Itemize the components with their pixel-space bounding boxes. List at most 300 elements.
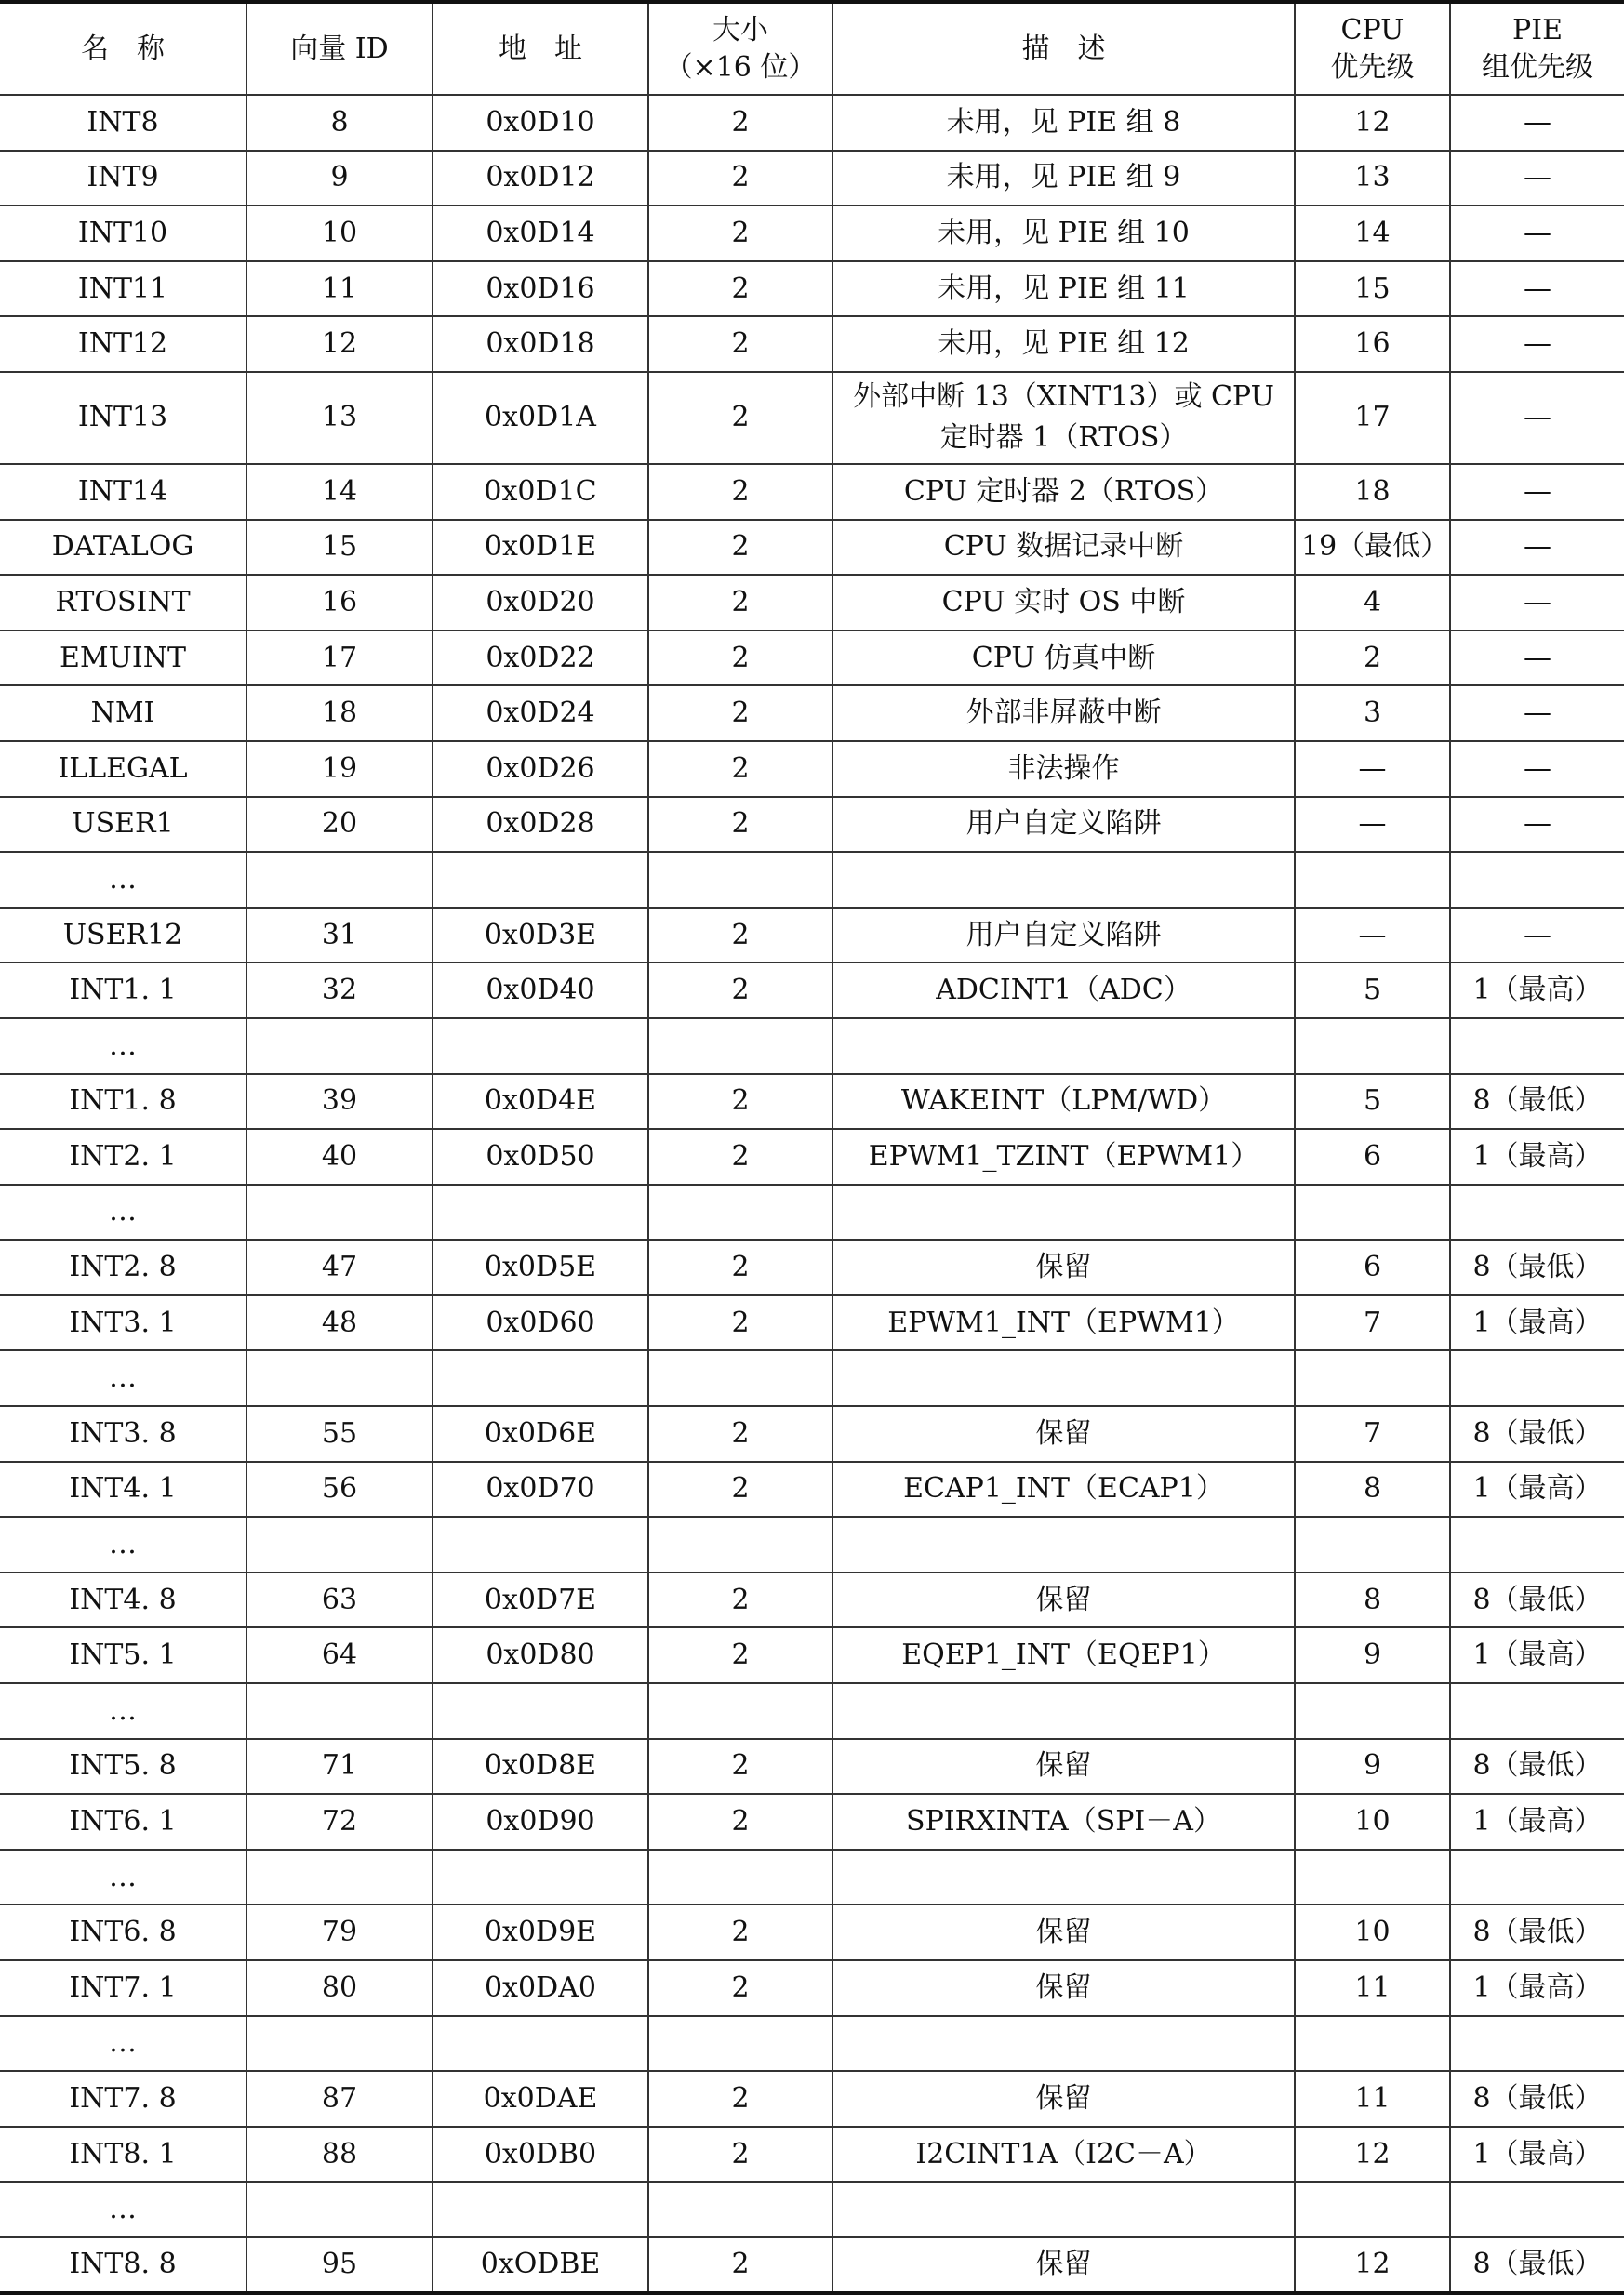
header-size-line2: （×16 位） xyxy=(664,50,817,84)
cell-cpu-priority: 8 xyxy=(1295,1573,1450,1628)
cell-cpu-priority: 2 xyxy=(1295,630,1450,686)
table-row xyxy=(0,630,1624,686)
cell-address: 0x0D22 xyxy=(433,630,648,686)
cell-description: EPWM1_INT（EPWM1） xyxy=(832,1295,1295,1351)
cell-name: DATALOG xyxy=(0,520,246,576)
cell-name: … xyxy=(0,1350,246,1406)
cell-description xyxy=(832,1018,1295,1074)
cell-pie-priority: 8（最低） xyxy=(1450,1406,1624,1462)
cell-name: INT6. 8 xyxy=(0,1904,246,1960)
cell-pie-priority: — xyxy=(1450,797,1624,853)
cell-description: 用户自定义陷阱 xyxy=(832,797,1295,853)
cell-vector-id: 8 xyxy=(246,95,433,151)
cell-address xyxy=(433,1517,648,1573)
cell-vector-id: 9 xyxy=(246,151,433,206)
cell-vector-id: 87 xyxy=(246,2071,433,2127)
cell-name: INT3. 8 xyxy=(0,1406,246,1462)
cell-address: 0x0DAE xyxy=(433,2071,648,2127)
cell-description: 保留 xyxy=(832,1240,1295,1295)
cell-pie-priority: 8（最低） xyxy=(1450,1573,1624,1628)
header-address-label: 地 址 xyxy=(499,32,582,65)
table-row xyxy=(0,1850,1624,1905)
cell-address xyxy=(433,2016,648,2072)
cell-name: INT7. 8 xyxy=(0,2071,246,2127)
table-row xyxy=(0,1129,1624,1185)
cell-cpu-priority: 14 xyxy=(1295,206,1450,261)
cell-pie-priority xyxy=(1450,852,1624,908)
table-row xyxy=(0,372,1624,464)
cell-vector-id: 32 xyxy=(246,962,433,1018)
cell-vector-id: 63 xyxy=(246,1573,433,1628)
table-row xyxy=(0,95,1624,151)
cell-size: 2 xyxy=(648,464,832,520)
cell-cpu-priority: 15 xyxy=(1295,261,1450,317)
cell-size: 2 xyxy=(648,2127,832,2183)
cell-pie-priority: 1（最高） xyxy=(1450,1129,1624,1185)
cell-vector-id: 39 xyxy=(246,1074,433,1130)
cell-vector-id: 15 xyxy=(246,520,433,576)
cell-vector-id: 12 xyxy=(246,316,433,372)
cell-vector-id: 17 xyxy=(246,630,433,686)
cell-cpu-priority: 10 xyxy=(1295,1904,1450,1960)
cell-vector-id: 88 xyxy=(246,2127,433,2183)
table-row xyxy=(0,1627,1624,1683)
cell-size: 2 xyxy=(648,2237,832,2293)
cell-name: … xyxy=(0,2016,246,2072)
cell-description: CPU 仿真中断 xyxy=(832,630,1295,686)
cell-pie-priority: — xyxy=(1450,95,1624,151)
cell-description xyxy=(832,2016,1295,2072)
cell-pie-priority: 8（最低） xyxy=(1450,2237,1624,2293)
header-cpu-priority xyxy=(1295,2,1450,95)
cell-vector-id: 47 xyxy=(246,1240,433,1295)
table-row xyxy=(0,464,1624,520)
header-address xyxy=(433,2,648,95)
cell-name: … xyxy=(0,1683,246,1739)
cell-size: 2 xyxy=(648,151,832,206)
cell-cpu-priority: 7 xyxy=(1295,1295,1450,1351)
cell-name: EMUINT xyxy=(0,630,246,686)
cell-cpu-priority xyxy=(1295,2182,1450,2237)
cell-cpu-priority: 4 xyxy=(1295,575,1450,630)
cell-name: INT5. 8 xyxy=(0,1739,246,1795)
cell-vector-id: 16 xyxy=(246,575,433,630)
table-row xyxy=(0,1739,1624,1795)
cell-name: INT12 xyxy=(0,316,246,372)
cell-name: INT5. 1 xyxy=(0,1627,246,1683)
cell-name: INT8. 1 xyxy=(0,2127,246,2183)
cell-description: ECAP1_INT（ECAP1） xyxy=(832,1462,1295,1518)
cell-size xyxy=(648,2016,832,2072)
cell-size: 2 xyxy=(648,1960,832,2016)
cell-vector-id xyxy=(246,2016,433,2072)
cell-description: EPWM1_TZINT（EPWM1） xyxy=(832,1129,1295,1185)
cell-address: 0x0D26 xyxy=(433,741,648,797)
cell-name: INT4. 8 xyxy=(0,1573,246,1628)
cell-address xyxy=(433,1683,648,1739)
table-row xyxy=(0,1573,1624,1628)
table-row xyxy=(0,1517,1624,1573)
header-pie-line2: 组优先级 xyxy=(1482,50,1593,84)
cell-description: CPU 实时 OS 中断 xyxy=(832,575,1295,630)
cell-pie-priority: 8（最低） xyxy=(1450,1074,1624,1130)
cell-address: 0x0D70 xyxy=(433,1462,648,1518)
cell-description: 未用，见 PIE 组 11 xyxy=(832,261,1295,317)
cell-name: INT3. 1 xyxy=(0,1295,246,1351)
cell-address xyxy=(433,1850,648,1905)
table-row xyxy=(0,797,1624,853)
table-row xyxy=(0,2016,1624,2072)
cell-pie-priority: 8（最低） xyxy=(1450,2071,1624,2127)
cell-vector-id: 64 xyxy=(246,1627,433,1683)
cell-name: USER1 xyxy=(0,797,246,853)
table-row xyxy=(0,908,1624,963)
table-row xyxy=(0,316,1624,372)
table-row xyxy=(0,1683,1624,1739)
cell-description: EQEP1_INT（EQEP1） xyxy=(832,1627,1295,1683)
cell-vector-id: 40 xyxy=(246,1129,433,1185)
cell-size: 2 xyxy=(648,1739,832,1795)
cell-name: INT8 xyxy=(0,95,246,151)
cell-size: 2 xyxy=(648,797,832,853)
cell-size: 2 xyxy=(648,1627,832,1683)
cell-pie-priority xyxy=(1450,1683,1624,1739)
cell-address xyxy=(433,1018,648,1074)
cell-size xyxy=(648,2182,832,2237)
cell-address: 0x0D5E xyxy=(433,1240,648,1295)
cell-address: 0x0D24 xyxy=(433,685,648,741)
table-row xyxy=(0,1406,1624,1462)
header-description xyxy=(832,2,1295,95)
cell-description xyxy=(832,1185,1295,1241)
cell-address: 0x0D3E xyxy=(433,908,648,963)
cell-pie-priority: — xyxy=(1450,575,1624,630)
cell-cpu-priority: 8 xyxy=(1295,1462,1450,1518)
cell-cpu-priority: 12 xyxy=(1295,2237,1450,2293)
cell-address: 0x0D1A xyxy=(433,372,648,464)
cell-vector-id: 19 xyxy=(246,741,433,797)
cell-size: 2 xyxy=(648,520,832,576)
cell-size: 2 xyxy=(648,1573,832,1628)
cell-description xyxy=(832,1683,1295,1739)
cell-description: WAKEINT（LPM/WD） xyxy=(832,1074,1295,1130)
cell-name: … xyxy=(0,852,246,908)
table-row xyxy=(0,261,1624,317)
table-row xyxy=(0,2182,1624,2237)
cell-name: INT2. 8 xyxy=(0,1240,246,1295)
cell-pie-priority: 1（最高） xyxy=(1450,1794,1624,1850)
cell-address: 0x0DA0 xyxy=(433,1960,648,2016)
cell-description: CPU 定时器 2（RTOS） xyxy=(832,464,1295,520)
cell-size: 2 xyxy=(648,962,832,1018)
cell-pie-priority: 8（最低） xyxy=(1450,1904,1624,1960)
cell-description xyxy=(832,1350,1295,1406)
cell-address: 0x0D20 xyxy=(433,575,648,630)
cell-pie-priority: 1（最高） xyxy=(1450,962,1624,1018)
cell-pie-priority: — xyxy=(1450,908,1624,963)
cell-size: 2 xyxy=(648,1295,832,1351)
cell-cpu-priority: 6 xyxy=(1295,1129,1450,1185)
cell-name: USER12 xyxy=(0,908,246,963)
cell-pie-priority: — xyxy=(1450,206,1624,261)
cell-cpu-priority xyxy=(1295,2016,1450,2072)
cell-address: 0x0D12 xyxy=(433,151,648,206)
cell-address: 0x0D14 xyxy=(433,206,648,261)
cell-address: 0x0D60 xyxy=(433,1295,648,1351)
cell-name: … xyxy=(0,1517,246,1573)
cell-size: 2 xyxy=(648,685,832,741)
table-row xyxy=(0,2071,1624,2127)
cell-name: … xyxy=(0,1850,246,1905)
table-row xyxy=(0,1074,1624,1130)
cell-name: ILLEGAL xyxy=(0,741,246,797)
cell-pie-priority: — xyxy=(1450,630,1624,686)
cell-address: 0x0D16 xyxy=(433,261,648,317)
cell-name: INT1. 8 xyxy=(0,1074,246,1130)
cell-cpu-priority xyxy=(1295,1850,1450,1905)
cell-address: 0x0D50 xyxy=(433,1129,648,1185)
cell-size: 2 xyxy=(648,1240,832,1295)
cell-cpu-priority: 7 xyxy=(1295,1406,1450,1462)
cell-cpu-priority: 19（最低） xyxy=(1295,520,1450,576)
cell-name: … xyxy=(0,2182,246,2237)
table-row xyxy=(0,1350,1624,1406)
cell-pie-priority: — xyxy=(1450,151,1624,206)
cell-address xyxy=(433,2182,648,2237)
cell-size: 2 xyxy=(648,741,832,797)
cell-name: INT2. 1 xyxy=(0,1129,246,1185)
cell-pie-priority: 1（最高） xyxy=(1450,1295,1624,1351)
cell-description: 未用，见 PIE 组 8 xyxy=(832,95,1295,151)
cell-pie-priority xyxy=(1450,1517,1624,1573)
cell-cpu-priority xyxy=(1295,1018,1450,1074)
cell-description: 未用，见 PIE 组 9 xyxy=(832,151,1295,206)
cell-description: 未用，见 PIE 组 10 xyxy=(832,206,1295,261)
header-name xyxy=(0,2,246,95)
cell-vector-id: 11 xyxy=(246,261,433,317)
cell-name: INT8. 8 xyxy=(0,2237,246,2293)
cell-vector-id: 79 xyxy=(246,1904,433,1960)
cell-vector-id xyxy=(246,852,433,908)
cell-description: 非法操作 xyxy=(832,741,1295,797)
table-row xyxy=(0,1904,1624,1960)
cell-vector-id xyxy=(246,2182,433,2237)
cell-address: 0x0D7E xyxy=(433,1573,648,1628)
cell-pie-priority xyxy=(1450,1850,1624,1905)
cell-pie-priority: 1（最高） xyxy=(1450,1627,1624,1683)
cell-description: I2CINT1A（I2C－A） xyxy=(832,2127,1295,2183)
cell-vector-id: 55 xyxy=(246,1406,433,1462)
cell-description xyxy=(832,852,1295,908)
cell-pie-priority: — xyxy=(1450,316,1624,372)
cell-description: 外部非屏蔽中断 xyxy=(832,685,1295,741)
table-body xyxy=(0,95,1624,2293)
table-row xyxy=(0,685,1624,741)
table-row xyxy=(0,1794,1624,1850)
cell-address: 0x0D1C xyxy=(433,464,648,520)
cell-size: 2 xyxy=(648,1462,832,1518)
cell-address: 0x0D1E xyxy=(433,520,648,576)
cell-description: 未用，见 PIE 组 12 xyxy=(832,316,1295,372)
cell-pie-priority: — xyxy=(1450,685,1624,741)
cell-vector-id: 95 xyxy=(246,2237,433,2293)
cell-description: ADCINT1（ADC） xyxy=(832,962,1295,1018)
cell-cpu-priority xyxy=(1295,852,1450,908)
cell-cpu-priority: 12 xyxy=(1295,2127,1450,2183)
cell-pie-priority: — xyxy=(1450,464,1624,520)
cell-description: 保留 xyxy=(832,1573,1295,1628)
cell-vector-id xyxy=(246,1350,433,1406)
table-row xyxy=(0,575,1624,630)
cell-description: SPIRXINTA（SPI－A） xyxy=(832,1794,1295,1850)
cell-description: CPU 数据记录中断 xyxy=(832,520,1295,576)
cell-pie-priority xyxy=(1450,1018,1624,1074)
cell-description: 保留 xyxy=(832,1904,1295,1960)
header-row xyxy=(0,2,1624,95)
cell-cpu-priority: — xyxy=(1295,741,1450,797)
cell-vector-id xyxy=(246,1018,433,1074)
cell-description: 保留 xyxy=(832,1406,1295,1462)
cell-size xyxy=(648,1350,832,1406)
table-row xyxy=(0,852,1624,908)
table-header xyxy=(0,2,1624,95)
cell-size: 2 xyxy=(648,372,832,464)
cell-vector-id xyxy=(246,1185,433,1241)
cell-size xyxy=(648,852,832,908)
cell-pie-priority: — xyxy=(1450,741,1624,797)
cell-name: … xyxy=(0,1185,246,1241)
header-pie-line1: PIE xyxy=(1512,13,1563,46)
cell-name: INT6. 1 xyxy=(0,1794,246,1850)
cell-size: 2 xyxy=(648,1129,832,1185)
cell-pie-priority: 8（最低） xyxy=(1450,1240,1624,1295)
table-row xyxy=(0,520,1624,576)
cell-size: 2 xyxy=(648,1904,832,1960)
cell-size xyxy=(648,1517,832,1573)
cell-size: 2 xyxy=(648,206,832,261)
cell-vector-id xyxy=(246,1683,433,1739)
table-row xyxy=(0,2127,1624,2183)
cell-description: 保留 xyxy=(832,2071,1295,2127)
cell-address: 0x0D18 xyxy=(433,316,648,372)
cell-cpu-priority: — xyxy=(1295,908,1450,963)
cell-name: INT7. 1 xyxy=(0,1960,246,2016)
cell-pie-priority: 1（最高） xyxy=(1450,1462,1624,1518)
cell-name: INT13 xyxy=(0,372,246,464)
table-row xyxy=(0,1018,1624,1074)
cell-size: 2 xyxy=(648,575,832,630)
cell-cpu-priority: 9 xyxy=(1295,1627,1450,1683)
cell-pie-priority xyxy=(1450,1185,1624,1241)
cell-name: … xyxy=(0,1018,246,1074)
table-row xyxy=(0,151,1624,206)
cell-size: 2 xyxy=(648,2071,832,2127)
cell-description xyxy=(832,2182,1295,2237)
cell-vector-id: 56 xyxy=(246,1462,433,1518)
cell-name: INT1. 1 xyxy=(0,962,246,1018)
cell-address: 0x0D8E xyxy=(433,1739,648,1795)
cell-size: 2 xyxy=(648,95,832,151)
header-cpu-line1: CPU xyxy=(1340,13,1404,46)
header-size-line1: 大小 xyxy=(712,13,768,46)
cell-pie-priority: — xyxy=(1450,261,1624,317)
cell-vector-id: 13 xyxy=(246,372,433,464)
cell-address: 0x0D10 xyxy=(433,95,648,151)
cell-cpu-priority: 13 xyxy=(1295,151,1450,206)
cell-description: 外部中断 13（XINT13）或 CPU 定时器 1（RTOS） xyxy=(832,372,1295,464)
cell-pie-priority: — xyxy=(1450,372,1624,464)
cell-size xyxy=(648,1185,832,1241)
cell-vector-id: 71 xyxy=(246,1739,433,1795)
header-cpu-line2: 优先级 xyxy=(1330,50,1415,84)
cell-address: 0x0DB0 xyxy=(433,2127,648,2183)
cell-cpu-priority: 9 xyxy=(1295,1739,1450,1795)
cell-size: 2 xyxy=(648,261,832,317)
cell-description: 用户自定义陷阱 xyxy=(832,908,1295,963)
cell-address xyxy=(433,1185,648,1241)
cell-name: NMI xyxy=(0,685,246,741)
cell-cpu-priority: 11 xyxy=(1295,2071,1450,2127)
cell-cpu-priority: 17 xyxy=(1295,372,1450,464)
table-row xyxy=(0,1185,1624,1241)
table-row xyxy=(0,741,1624,797)
table-row xyxy=(0,1240,1624,1295)
cell-address: 0x0D4E xyxy=(433,1074,648,1130)
cell-address: 0x0D6E xyxy=(433,1406,648,1462)
cell-cpu-priority xyxy=(1295,1350,1450,1406)
table-row xyxy=(0,1295,1624,1351)
cell-pie-priority xyxy=(1450,1350,1624,1406)
cell-vector-id: 31 xyxy=(246,908,433,963)
cell-cpu-priority: — xyxy=(1295,797,1450,853)
table-row xyxy=(0,1960,1624,2016)
cell-vector-id xyxy=(246,1850,433,1905)
cell-cpu-priority: 3 xyxy=(1295,685,1450,741)
cell-pie-priority: — xyxy=(1450,520,1624,576)
cell-cpu-priority xyxy=(1295,1185,1450,1241)
cell-pie-priority xyxy=(1450,2182,1624,2237)
cell-description xyxy=(832,1850,1295,1905)
cell-pie-priority xyxy=(1450,2016,1624,2072)
cell-vector-id: 80 xyxy=(246,1960,433,2016)
cell-size xyxy=(648,1018,832,1074)
cell-address: 0xODBE xyxy=(433,2237,648,2293)
cell-name: INT10 xyxy=(0,206,246,261)
cell-description: 保留 xyxy=(832,1739,1295,1795)
cell-vector-id: 18 xyxy=(246,685,433,741)
cell-cpu-priority: 16 xyxy=(1295,316,1450,372)
cell-size: 2 xyxy=(648,1074,832,1130)
cell-vector-id: 72 xyxy=(246,1794,433,1850)
cell-cpu-priority: 6 xyxy=(1295,1240,1450,1295)
cell-vector-id: 10 xyxy=(246,206,433,261)
cell-address xyxy=(433,1350,648,1406)
cell-size: 2 xyxy=(648,908,832,963)
cell-cpu-priority: 12 xyxy=(1295,95,1450,151)
cell-description: 保留 xyxy=(832,2237,1295,2293)
header-vector-id xyxy=(246,2,433,95)
cell-pie-priority: 1（最高） xyxy=(1450,2127,1624,2183)
cell-address xyxy=(433,852,648,908)
cell-size: 2 xyxy=(648,1406,832,1462)
cell-cpu-priority xyxy=(1295,1683,1450,1739)
cell-name: INT4. 1 xyxy=(0,1462,246,1518)
table-row xyxy=(0,206,1624,261)
cell-cpu-priority: 10 xyxy=(1295,1794,1450,1850)
cell-cpu-priority xyxy=(1295,1517,1450,1573)
cell-cpu-priority: 5 xyxy=(1295,962,1450,1018)
cell-size: 2 xyxy=(648,1794,832,1850)
